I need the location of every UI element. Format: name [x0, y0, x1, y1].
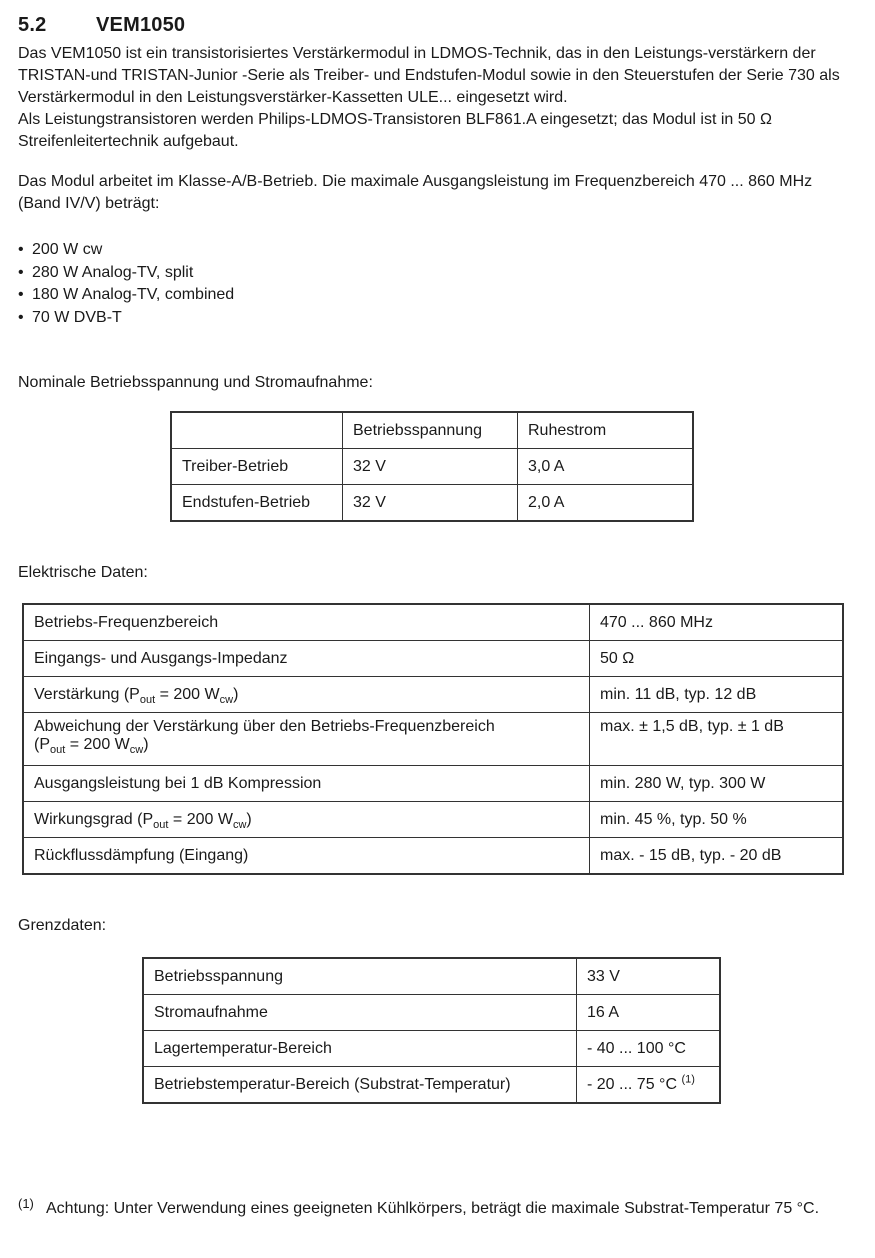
section-number: 5.2: [18, 14, 47, 36]
table-cell: 50 Ω: [590, 641, 844, 677]
table-row: [171, 485, 693, 522]
table-row: [143, 1031, 720, 1067]
list-item: • 280 W Analog-TV, split: [18, 262, 858, 285]
table-cell: Rückflussdämpfung (Eingang): [23, 838, 590, 875]
table-cell: max. ± 1,5 dB, typ. ± 1 dB: [590, 713, 844, 766]
table-cell: 32 V: [343, 449, 518, 485]
table-cell: Betriebstemperatur-Bereich (Substrat-Temperatur): [143, 1067, 577, 1104]
table-row: [143, 995, 720, 1031]
electrical-table: [22, 603, 844, 875]
table-cell: Eingangs- und Ausgangs-Impedanz: [23, 641, 590, 677]
table-header: Betriebsspannung: [343, 412, 518, 449]
nominal-table: [170, 411, 694, 522]
table-cell: 2,0 A: [518, 485, 694, 522]
table-cell: Betriebs-Frequenzbereich: [23, 604, 590, 641]
footnote-ref: (1): [681, 1073, 695, 1086]
table-cell: Ausgangsleistung bei 1 dB Kompression: [23, 766, 590, 802]
table-row: [23, 766, 843, 802]
electrical-caption: Elektrische Daten:: [18, 564, 148, 581]
table-row: [23, 802, 843, 838]
operation-paragraph: Das Modul arbeitet im Klasse-A/B-Betrieb. Die maximale Ausgangsleistung im Frequenzbereich 470 ... 860 MHz (Band IV/V) beträgt:: [18, 173, 813, 212]
list-item: • 200 W cw: [18, 239, 858, 262]
table-cell: Stromaufnahme: [143, 995, 577, 1031]
table-cell: 32 V: [343, 485, 518, 522]
footnote: [18, 1198, 858, 1219]
table-cell: 3,0 A: [518, 449, 694, 485]
footnote-mark: (1): [18, 1196, 34, 1211]
table-row: [23, 838, 843, 875]
document-page: [18, 0, 858, 1217]
section-heading: [18, 14, 858, 37]
intro-paragraph-1: Das VEM1050 ist ein transistorisiertes Verstärkermodul in LDMOS-Technik, das in den Leistungs-verstärkern der TRISTAN-und TRISTAN-Junior -Serie als Treiber- und Endstufen-Modul sowie in den Steuerstufen der Serie 730 als Verstärkermodul in den Leistungsverstärker-Kassetten ULE... eingesetzt wird.: [18, 45, 840, 106]
table-row: [171, 412, 693, 449]
table-cell: Wirkungsgrad ($P_{out} = 200$ $W_{cw}$): [23, 802, 590, 838]
table-cell: - 20 ... 75 °C $^{(1)}$: [577, 1067, 721, 1104]
table-row: [23, 604, 843, 641]
table-header: Ruhestrom: [518, 412, 694, 449]
table-cell: Lagertemperatur-Bereich: [143, 1031, 577, 1067]
intro-paragraph-2: Als Leistungstransistoren werden Philips-LDMOS-Transistoren BLF861.A eingesetzt; das Modul ist in 50 Ω Streifenleitertechnik aufgebaut.: [18, 111, 772, 150]
table-cell: min. 280 W, typ. 300 W: [590, 766, 844, 802]
table-row: [143, 1067, 720, 1104]
table-cell: Betriebsspannung: [143, 958, 577, 995]
table-cell: min. 11 dB, typ. 12 dB: [590, 677, 844, 713]
table-cell: 33 V: [577, 958, 721, 995]
footnote-text: Achtung: Unter Verwendung eines geeigneten Kühlkörpers, beträgt die maximale Substrat-Temperatur 75 °C.: [46, 1200, 820, 1217]
limits-table: [142, 957, 721, 1104]
table-row: [23, 677, 843, 713]
table-row: [171, 449, 693, 485]
table-cell: - 40 ... 100 °C: [577, 1031, 721, 1067]
table-row: [23, 713, 843, 766]
table-cell: 16 A: [577, 995, 721, 1031]
table-cell: 470 ... 860 MHz: [590, 604, 844, 641]
table-cell: Verstärkung ($P_{out} = 200$ $W_{cw}$): [23, 677, 590, 713]
table-row: [143, 958, 720, 995]
limits-caption: Grenzdaten:: [18, 917, 107, 934]
table-row: [23, 641, 843, 677]
section-title: VEM1050: [96, 14, 186, 36]
list-item: • 70 W DVB-T: [18, 307, 858, 330]
table-cell: max. - 15 dB, typ. - 20 dB: [590, 838, 844, 875]
table-cell: min. 45 %, typ. 50 %: [590, 802, 844, 838]
table-cell: Endstufen-Betrieb: [171, 485, 343, 522]
nominal-caption: Nominale Betriebsspannung und Stromaufnahme:: [18, 374, 373, 391]
table-cell: Abweichung der Verstärkung über den Betriebs-Frequenzbereich ($P_{out} = 200$ $W_{cw}$): [23, 713, 590, 766]
list-item: • 180 W Analog-TV, combined: [18, 284, 858, 307]
power-list: [18, 239, 858, 329]
table-cell: Treiber-Betrieb: [171, 449, 343, 485]
